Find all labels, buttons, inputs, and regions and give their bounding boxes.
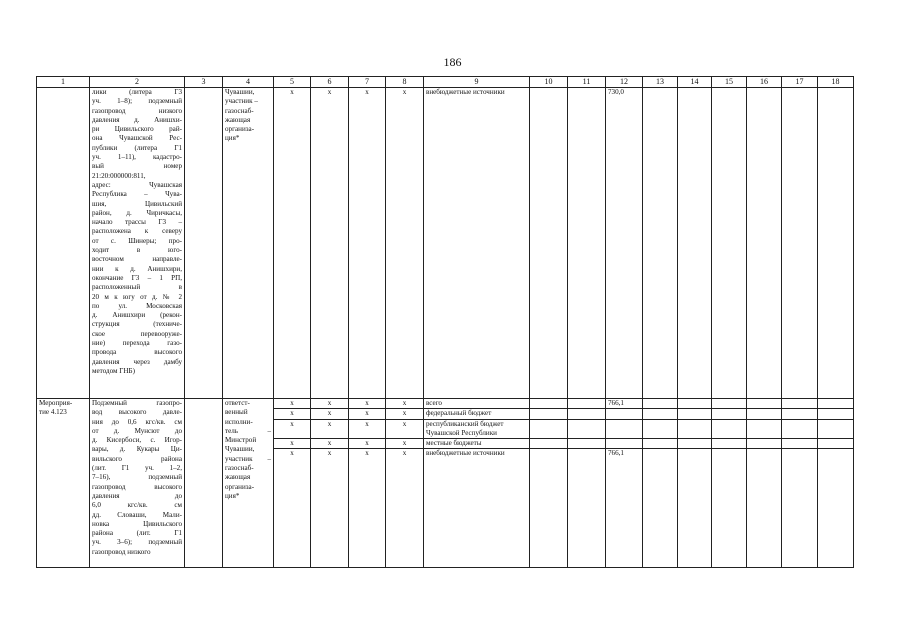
page-number: 186: [443, 55, 462, 69]
cell-text-line: газопровод высокого: [92, 482, 182, 491]
table-cell: [782, 419, 818, 439]
table-cell: [424, 419, 530, 439]
table-cell: [818, 449, 854, 568]
cell-text-line: Минстрой: [225, 436, 257, 445]
header-cell: 6: [311, 77, 349, 88]
table-cell: [643, 419, 678, 439]
cell-text-line: расположена к северу: [92, 227, 182, 236]
table-cell: [782, 88, 818, 399]
header-cell: 18: [818, 77, 854, 88]
cell-text-line: ция*: [225, 134, 240, 143]
program-table: [36, 76, 854, 568]
table-cell: x: [386, 449, 424, 568]
table-cell: [606, 409, 643, 419]
table-cell: [747, 449, 782, 568]
cell-text-line: давления д. Анишхи-: [92, 115, 182, 124]
table-cell: x: [386, 439, 424, 449]
header-cell: 4: [223, 77, 274, 88]
cell-text-line: ответст-: [225, 399, 250, 407]
header-cell: 10: [530, 77, 568, 88]
table-cell: [424, 409, 530, 419]
table-cell: [90, 88, 185, 399]
table-cell: [223, 88, 274, 399]
cell-text-line: уч. 3–6); подземный: [92, 538, 182, 547]
cell-text-line: республиканский бюджет: [426, 419, 504, 428]
cell-text-line: газоснаб-: [225, 464, 254, 473]
cell-text-line: расположенный в: [92, 283, 182, 292]
table-cell: [678, 419, 712, 439]
table-cell: [818, 409, 854, 419]
cell-text-line: публики (литера Г1: [92, 143, 182, 152]
cell-text-line: шия, Цивильский: [92, 199, 182, 208]
cell-text-line: давления до: [92, 491, 182, 500]
table-cell: x: [311, 439, 349, 449]
table-cell: [678, 449, 712, 568]
table-cell: 730,0: [606, 88, 643, 399]
table-cell: x: [349, 419, 386, 439]
table-cell: [530, 439, 568, 449]
table-cell: x: [311, 419, 349, 439]
table-cell: x: [386, 419, 424, 439]
cell-text-line: уч. 1–8); подземный: [92, 97, 182, 106]
table-cell: x: [311, 399, 349, 409]
table-cell: [424, 449, 530, 568]
cell-text-line: местные бюджеты: [426, 439, 482, 448]
table-cell: x: [311, 88, 349, 399]
cell-text-line: струкция (техниче-: [92, 320, 182, 329]
cell-text-line: вильского района: [92, 454, 182, 463]
table-cell: [568, 419, 606, 439]
table-cell: x: [274, 449, 311, 568]
table-cell: [747, 399, 782, 409]
cell-text-line: (лит. Г1 уч. 1–2,: [92, 464, 182, 473]
cell-text-line: уч. 1–11), кадастро-: [92, 153, 182, 162]
table-cell: [643, 409, 678, 419]
table-cell: [678, 409, 712, 419]
cell-text-line: организа-: [225, 482, 255, 491]
table-cell: [643, 439, 678, 449]
header-row: [37, 77, 854, 88]
table-cell: [678, 399, 712, 409]
cell-text-line: 21:20:000000:811,: [92, 171, 146, 180]
table-cell: x: [349, 409, 386, 419]
cell-text-line: д. Анишхири (рекон-: [92, 311, 182, 320]
table-cell: x: [386, 399, 424, 409]
cell-text-line: Республика – Чува-: [92, 190, 182, 199]
table-cell: x: [311, 449, 349, 568]
cell-text-line: исполни-: [225, 417, 253, 426]
cell-text-line: газоснаб-: [225, 106, 254, 115]
table-cell: [424, 399, 530, 409]
table-cell: x: [274, 88, 311, 399]
cell-text-line: ское перевооруже-: [92, 329, 182, 338]
table-cell: [782, 399, 818, 409]
cell-text-line: ция*: [225, 491, 240, 500]
table-cell: [568, 409, 606, 419]
table-cell: [568, 88, 606, 399]
table-cell: x: [349, 88, 386, 399]
cell-text-line: вод высокого давле-: [92, 408, 182, 417]
cell-text-line: адрес: Чувашская: [92, 180, 182, 189]
cell-text-line: участник –: [225, 97, 258, 106]
cell-text-line: газопровод низкого: [92, 547, 151, 556]
cell-text-line: Чувашской Республики: [426, 428, 497, 437]
cell-text-line: вары, д. Кукары Ци-: [92, 445, 182, 454]
header-cell: 11: [568, 77, 606, 88]
table-cell: [90, 399, 185, 568]
cell-text-line: Мероприя-: [39, 399, 73, 407]
header-cell: 2: [90, 77, 185, 88]
cell-text-line: участник –: [225, 454, 271, 463]
table-cell: [818, 419, 854, 439]
cell-text-line: дд. Словаши, Мали-: [92, 510, 182, 519]
cell-text-line: федеральный бюджет: [426, 409, 492, 418]
table-row: [37, 88, 854, 399]
table-cell: [37, 88, 90, 399]
table-cell: внебюджетные источники: [424, 88, 530, 399]
cell-text-line: внебюджетные источники: [426, 449, 505, 458]
cell-text-line: начало трассы Г3 –: [92, 218, 182, 227]
cell-text-line: она Чувашской Рес-: [92, 134, 182, 143]
cell-text-line: новка Цивильского: [92, 519, 182, 528]
table-cell: [530, 449, 568, 568]
table-cell: [712, 409, 747, 419]
cell-text-line: давления через дамбу: [92, 357, 182, 366]
header-cell: 9: [424, 77, 530, 88]
header-cell: 5: [274, 77, 311, 88]
cell-text-line: восточном направле-: [92, 255, 182, 264]
cell-text-line: от д. Мунсют до: [92, 426, 182, 435]
table-cell: x: [274, 409, 311, 419]
header-cell: 12: [606, 77, 643, 88]
table-cell: [530, 399, 568, 409]
cell-text-line: от с. Шинеры; про-: [92, 236, 182, 245]
table-cell: x: [274, 399, 311, 409]
table-cell: [530, 88, 568, 399]
cell-text-line: Чувашии,: [225, 445, 255, 454]
table-cell: [782, 439, 818, 449]
table-cell: [643, 88, 678, 399]
table-cell: 766,1: [606, 399, 643, 409]
table-cell: [606, 419, 643, 439]
table-cell: [712, 419, 747, 439]
header-cell: 13: [643, 77, 678, 88]
cell-text-line: окончание Г3 – 1 РП,: [92, 273, 182, 282]
table-cell: x: [274, 439, 311, 449]
table-cell: [530, 419, 568, 439]
table-cell: [568, 449, 606, 568]
cell-text-line: жающая: [225, 115, 251, 124]
cell-text-line: ри Цивильского рай-: [92, 125, 182, 134]
cell-text-line: Подземный газопро-: [92, 399, 182, 407]
header-cell: 8: [386, 77, 424, 88]
table-cell: [747, 409, 782, 419]
cell-text-line: 7–16), подземный: [92, 473, 182, 482]
header-cell: 7: [349, 77, 386, 88]
cell-text-line: венный: [225, 408, 248, 417]
table-cell: [643, 449, 678, 568]
header-cell: 16: [747, 77, 782, 88]
table-cell: [568, 439, 606, 449]
cell-text-line: ходит в юго-: [92, 246, 182, 255]
table-cell: x: [274, 419, 311, 439]
header-cell: 17: [782, 77, 818, 88]
header-cell: 3: [185, 77, 223, 88]
cell-text-line: 20 м к югу от д. № 2: [92, 292, 182, 301]
cell-text-line: тель –: [225, 426, 271, 435]
table-cell: [818, 439, 854, 449]
table-cell: [782, 409, 818, 419]
cell-text-line: Чувашии,: [225, 88, 255, 96]
cell-text-line: ния до 0,6 кгс/кв. см: [92, 417, 182, 426]
table-cell: [678, 88, 712, 399]
cell-text-line: лики (литера Г3: [92, 88, 182, 96]
cell-text-line: провода высокого: [92, 348, 182, 357]
table-row: [37, 399, 854, 409]
table-cell: [606, 439, 643, 449]
cell-text-line: всего: [426, 399, 442, 407]
header-cell: 14: [678, 77, 712, 88]
table-cell: [424, 439, 530, 449]
table-cell: [747, 88, 782, 399]
table-cell: [678, 439, 712, 449]
cell-text-line: нии к д. Анишхири,: [92, 264, 182, 273]
table-cell: x: [349, 399, 386, 409]
table-cell: [37, 399, 90, 568]
table-cell: [712, 88, 747, 399]
table-cell: x: [311, 409, 349, 419]
cell-text-line: организа-: [225, 125, 255, 134]
table-cell: [747, 419, 782, 439]
table-cell: [643, 399, 678, 409]
cell-text-line: района (лит. Г1: [92, 529, 182, 538]
table-cell: x: [349, 449, 386, 568]
cell-text-line: 6,0 кгс/кв. см: [92, 501, 182, 510]
table-cell: [185, 399, 223, 568]
table-cell: x: [349, 439, 386, 449]
table-cell: [747, 439, 782, 449]
cell-text-line: жающая: [225, 473, 251, 482]
table-cell: x: [386, 409, 424, 419]
table-cell: [712, 399, 747, 409]
cell-text-line: по ул. Московская: [92, 301, 182, 310]
table-cell: [185, 88, 223, 399]
table-cell: [712, 449, 747, 568]
table-cell: [712, 439, 747, 449]
table-cell: 766,1: [606, 449, 643, 568]
table-cell: [530, 409, 568, 419]
cell-text-line: д. Кисербоси, с. Игор-: [92, 436, 182, 445]
header-cell: 15: [712, 77, 747, 88]
cell-text-line: ние) перехода газо-: [92, 339, 182, 348]
cell-text-line: вый номер: [92, 162, 182, 171]
table-cell: [818, 399, 854, 409]
header-cell: 1: [37, 77, 90, 88]
table-cell: [818, 88, 854, 399]
table-cell: [782, 449, 818, 568]
cell-text-line: газопровод низкого: [92, 106, 182, 115]
cell-text-line: методом ГНБ): [92, 366, 135, 375]
table-cell: [568, 399, 606, 409]
table-cell: x: [386, 88, 424, 399]
cell-text-line: район, д. Чиричкасы,: [92, 208, 182, 217]
cell-text-line: тие 4.123: [39, 408, 67, 417]
table-cell: [223, 399, 274, 568]
